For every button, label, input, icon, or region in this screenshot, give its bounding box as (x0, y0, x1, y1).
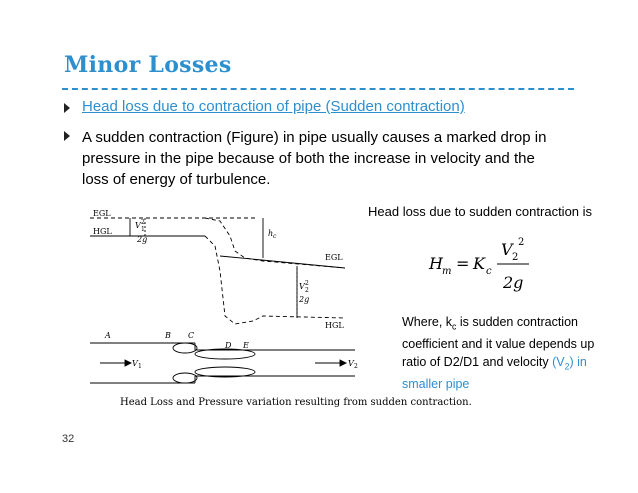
bullet-link-sudden-contraction[interactable]: Head loss due to contraction of pipe (Sudden contraction) (82, 98, 465, 115)
head-loss-formula (425, 233, 545, 293)
figure-label-v1-head-den: 2g (137, 235, 148, 244)
figure-label-v1-head-sup: 2 (141, 219, 145, 226)
figure-label-v2-head-den: 2g (299, 295, 310, 304)
formula-num: V (501, 240, 513, 259)
figure-label-hgl-left: HGL (93, 227, 112, 236)
figure-label-point-b: B (165, 331, 171, 340)
figure-label-egl-right: EGL (325, 253, 343, 262)
figure-label-v2-head-sup: 2 (305, 280, 309, 287)
bullet-arrow-icon (64, 103, 70, 113)
figure-label-hc: h (268, 229, 274, 238)
slide-title: Minor Losses (64, 52, 232, 78)
page-number: 32 (62, 433, 75, 445)
figure-label-hc-sub: c (273, 233, 277, 240)
bullet-arrow-icon (64, 131, 70, 141)
figure-label-v1: V (132, 359, 138, 368)
figure-label-point-c: C (188, 331, 195, 340)
formula-den: 2g (503, 273, 524, 292)
figure-label-v1-sub: 1 (138, 363, 142, 370)
formula-coef: K (473, 254, 485, 273)
figure-label-v2-head-sub: 2 (305, 287, 309, 294)
formula-num-sup: 2 (518, 237, 525, 248)
coefficient-note: Where, $k_c$ is sudden contraction coefficient and it value depends up ratio of D2/D1 and velocity $(V_2)$ in smaller pipe (402, 315, 595, 391)
formula-lhs-sub: m (442, 266, 452, 277)
figure-caption: Head Loss and Pressure variation resulting from sudden contraction. (120, 397, 472, 408)
figure-label-v1-head-sub: 1 (141, 226, 145, 233)
formula-coef-sub: c (486, 266, 492, 277)
formula-equals: = (456, 254, 470, 273)
bullet-text-description: A sudden contraction (Figure) in pipe usually causes a marked drop in pressure in the pipe because of both the increase in velocity and the loss of energy of turbulence. (82, 129, 547, 188)
contraction-figure (85, 196, 365, 391)
figure-label-hgl-right: HGL (325, 321, 344, 330)
figure-label-v2-sub: 2 (354, 363, 358, 370)
figure-label-egl-left: EGL (93, 209, 111, 218)
figure-label-point-e: E (243, 341, 249, 350)
figure-label-v2: V (348, 359, 354, 368)
figure-label-v2-head: V (299, 282, 305, 291)
formula-num-sub: 2 (512, 252, 519, 263)
formula-caption: Head loss due to sudden contraction is (368, 204, 593, 219)
formula-lhs: H (429, 254, 443, 273)
figure-label-point-d: D (225, 341, 232, 350)
title-divider (62, 88, 574, 90)
figure-label-v1-head: V (135, 221, 141, 230)
figure-label-point-a: A (105, 331, 111, 340)
